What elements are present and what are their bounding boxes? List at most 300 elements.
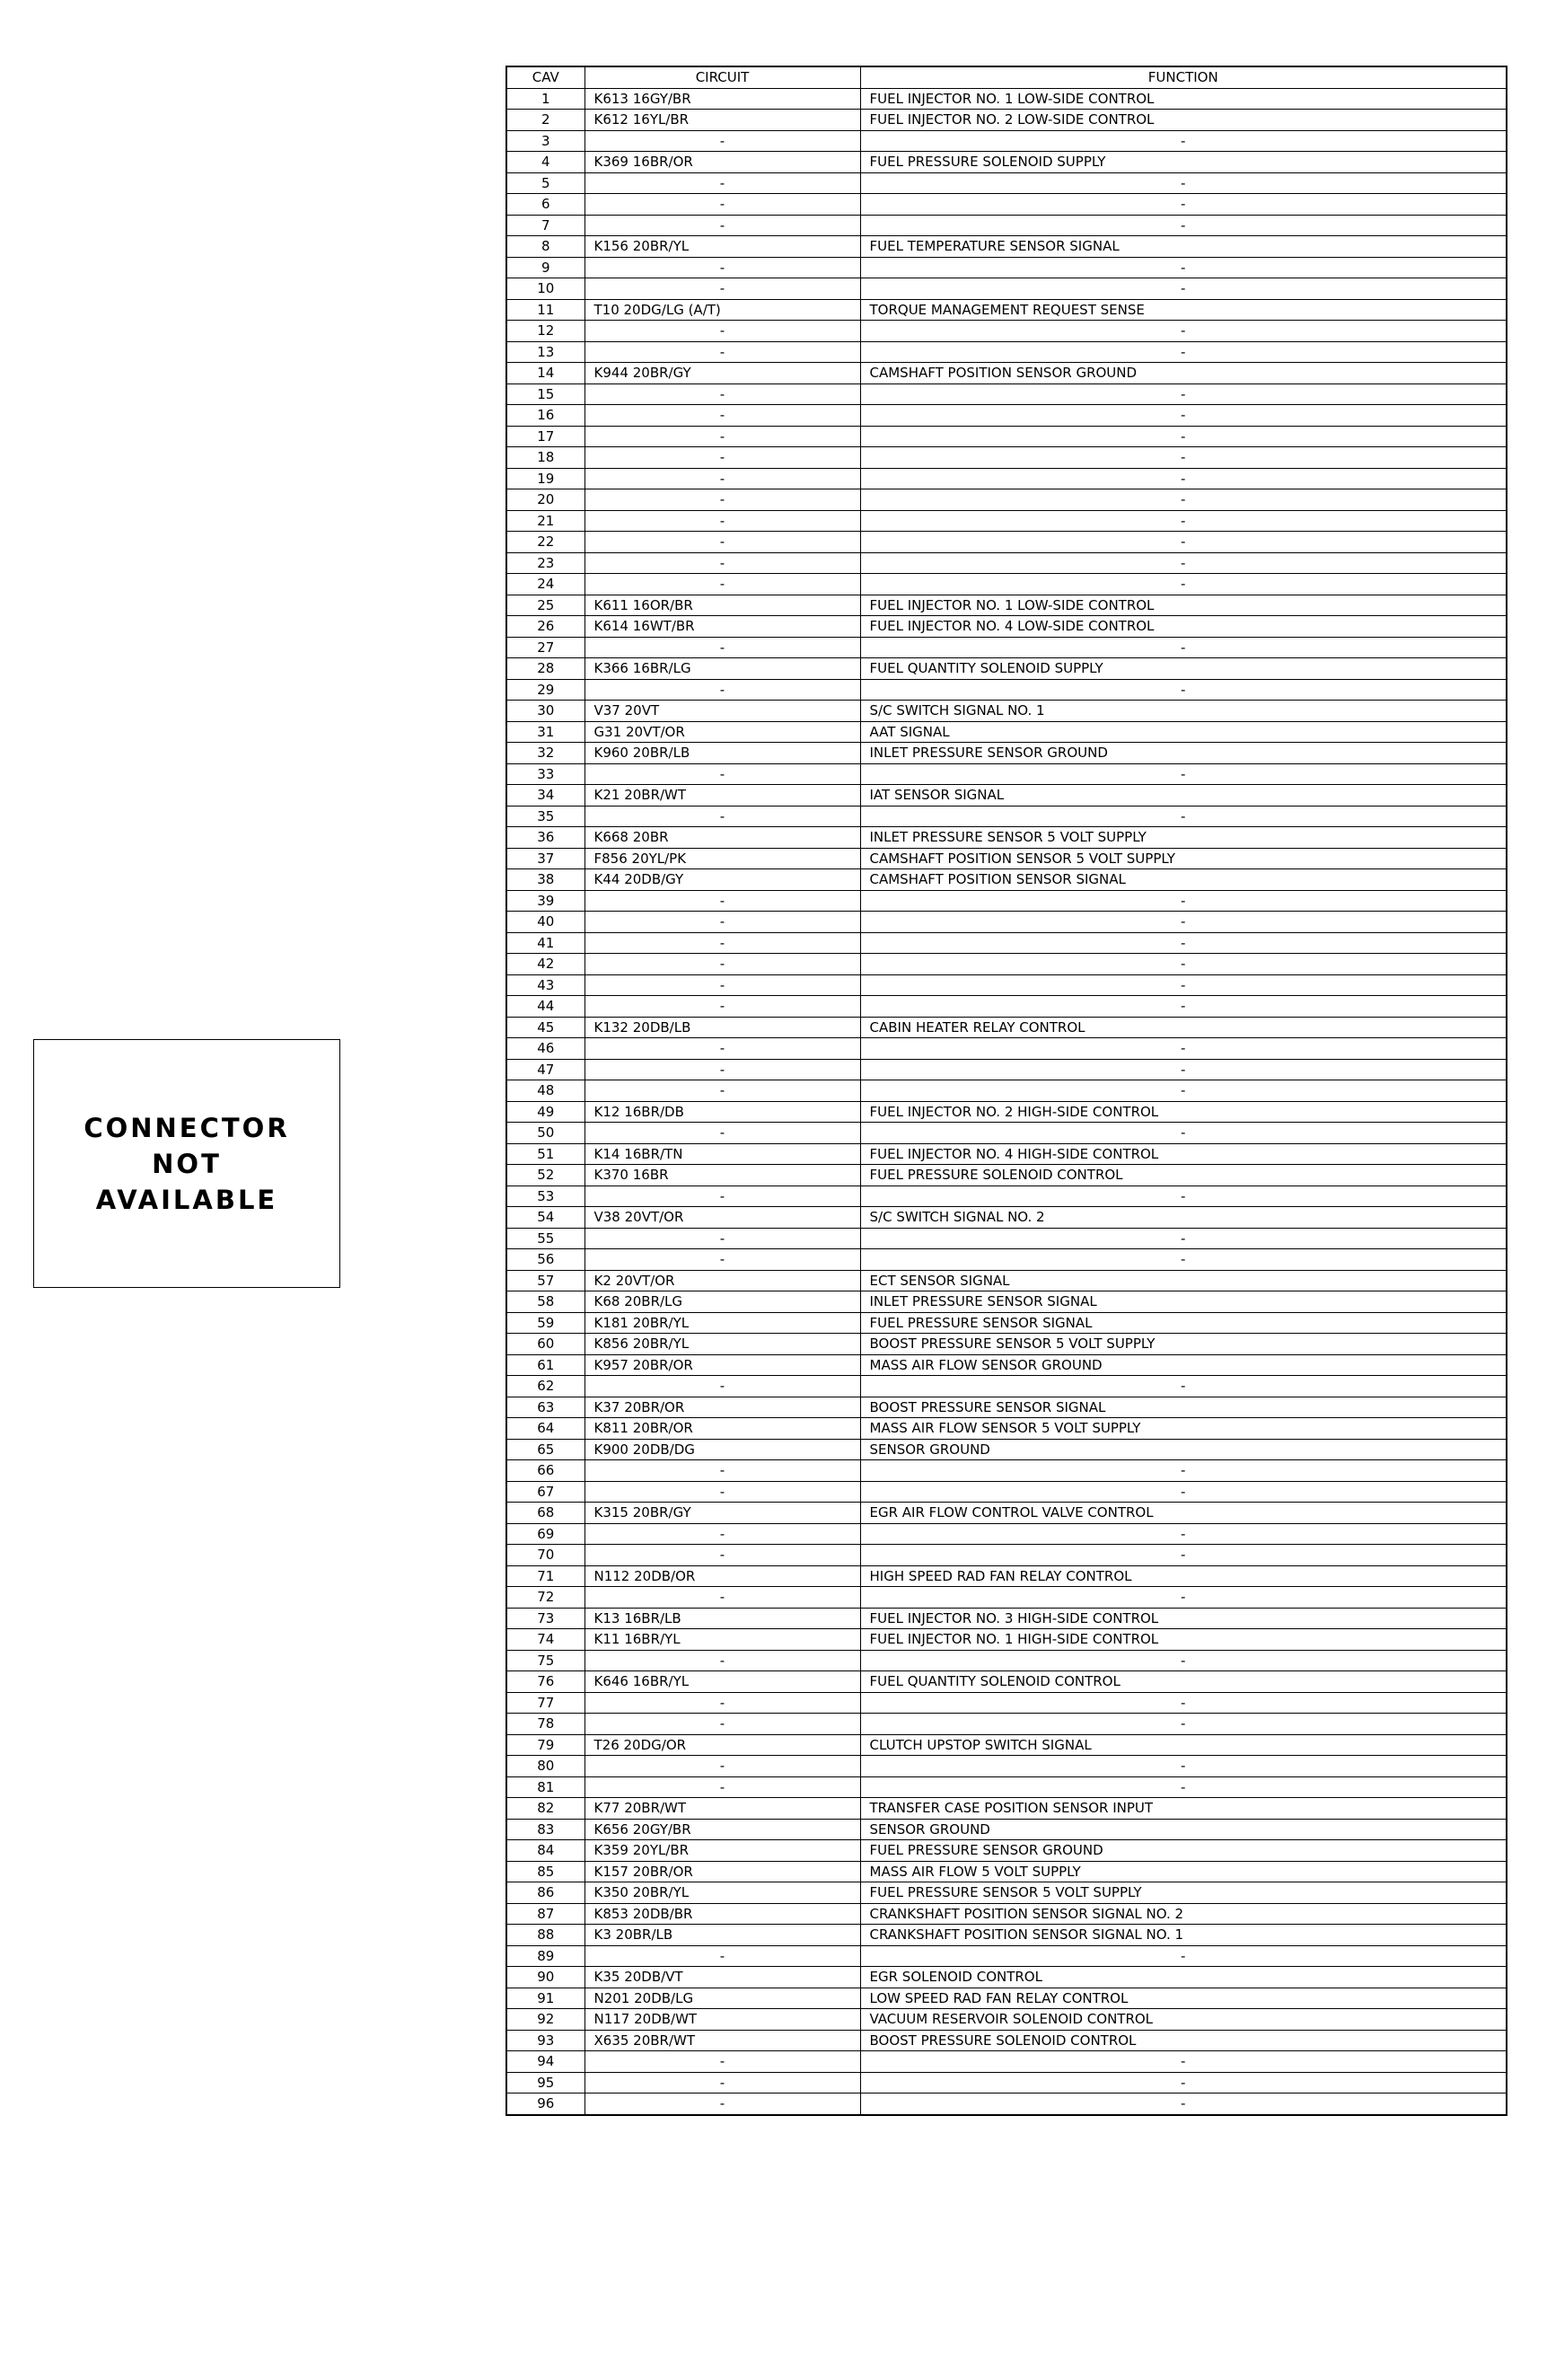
cav-cell: 65 <box>506 1439 585 1460</box>
table-row <box>506 172 1507 194</box>
circuit-cell: - <box>585 763 860 785</box>
function-cell: - <box>860 1059 1507 1080</box>
table-row <box>506 595 1507 616</box>
table-row <box>506 2030 1507 2051</box>
cav-cell: 19 <box>506 468 585 489</box>
table-row <box>506 1861 1507 1882</box>
circuit-cell: - <box>585 383 860 405</box>
function-cell: - <box>860 1038 1507 1060</box>
circuit-cell: K612 16YL/BR <box>585 110 860 131</box>
cav-cell: 84 <box>506 1840 585 1862</box>
circuit-cell: - <box>585 1650 860 1671</box>
cav-cell: 6 <box>506 194 585 216</box>
table-row <box>506 574 1507 595</box>
circuit-cell: - <box>585 405 860 427</box>
circuit-cell: - <box>585 1186 860 1207</box>
circuit-cell: K614 16WT/BR <box>585 616 860 638</box>
cav-cell: 61 <box>506 1354 585 1376</box>
cav-cell: 68 <box>506 1503 585 1524</box>
function-cell: - <box>860 468 1507 489</box>
circuit-cell: K957 20BR/OR <box>585 1354 860 1376</box>
cav-cell: 32 <box>506 743 585 764</box>
table-row <box>506 1945 1507 1967</box>
table-row <box>506 110 1507 131</box>
table-row <box>506 152 1507 173</box>
function-cell: - <box>860 1650 1507 1671</box>
function-cell: INLET PRESSURE SENSOR SIGNAL <box>860 1291 1507 1313</box>
cav-cell: 64 <box>506 1418 585 1440</box>
cav-cell: 27 <box>506 637 585 658</box>
circuit-cell: - <box>585 1523 860 1545</box>
table-row <box>506 1270 1507 1291</box>
circuit-cell: K359 20YL/BR <box>585 1840 860 1862</box>
table-row <box>506 1165 1507 1186</box>
function-cell: - <box>860 1776 1507 1798</box>
circuit-cell: K350 20BR/YL <box>585 1882 860 1904</box>
function-cell: FUEL INJECTOR NO. 1 LOW-SIDE CONTROL <box>860 595 1507 616</box>
circuit-cell: - <box>585 1481 860 1503</box>
circuit-cell: - <box>585 426 860 447</box>
function-cell: - <box>860 510 1507 532</box>
circuit-cell: K369 16BR/OR <box>585 152 860 173</box>
function-cell: FUEL PRESSURE SENSOR 5 VOLT SUPPLY <box>860 1882 1507 1904</box>
cav-cell: 15 <box>506 383 585 405</box>
function-cell: - <box>860 637 1507 658</box>
function-cell: IAT SENSOR SIGNAL <box>860 785 1507 807</box>
cav-cell: 14 <box>506 363 585 384</box>
circuit-cell: - <box>585 1714 860 1735</box>
function-cell: FUEL INJECTOR NO. 3 HIGH-SIDE CONTROL <box>860 1608 1507 1629</box>
cav-cell: 62 <box>506 1376 585 1397</box>
function-cell: CAMSHAFT POSITION SENSOR GROUND <box>860 363 1507 384</box>
table-row <box>506 552 1507 574</box>
pinout-rows <box>506 88 1507 2115</box>
circuit-cell: K156 20BR/YL <box>585 236 860 258</box>
function-cell: FUEL PRESSURE SOLENOID SUPPLY <box>860 152 1507 173</box>
function-cell: - <box>860 532 1507 553</box>
cav-cell: 82 <box>506 1798 585 1820</box>
circuit-cell: - <box>585 278 860 300</box>
cav-cell: 49 <box>506 1101 585 1123</box>
function-cell: - <box>860 1228 1507 1249</box>
table-row <box>506 1587 1507 1609</box>
function-cell: - <box>860 1692 1507 1714</box>
cav-cell: 38 <box>506 869 585 891</box>
function-cell: EGR SOLENOID CONTROL <box>860 1967 1507 1988</box>
table-row <box>506 1376 1507 1397</box>
cav-cell: 58 <box>506 1291 585 1313</box>
cav-cell: 69 <box>506 1523 585 1545</box>
table-row <box>506 299 1507 321</box>
table-row <box>506 1671 1507 1693</box>
circuit-cell: K3 20BR/LB <box>585 1925 860 1946</box>
table-row <box>506 278 1507 300</box>
table-row <box>506 1629 1507 1651</box>
cav-cell: 16 <box>506 405 585 427</box>
table-row <box>506 321 1507 342</box>
cav-cell: 52 <box>506 1165 585 1186</box>
table-row <box>506 1143 1507 1165</box>
circuit-cell: - <box>585 215 860 236</box>
circuit-cell: K853 20DB/BR <box>585 1903 860 1925</box>
circuit-cell: - <box>585 574 860 595</box>
function-cell: - <box>860 806 1507 827</box>
cav-cell: 4 <box>506 152 585 173</box>
cav-cell: 80 <box>506 1756 585 1777</box>
table-row <box>506 1334 1507 1355</box>
cav-cell: 28 <box>506 658 585 680</box>
notice-line-1: CONNECTOR <box>84 1112 290 1143</box>
table-row <box>506 1650 1507 1671</box>
table-row <box>506 1059 1507 1080</box>
table-row <box>506 447 1507 469</box>
cav-cell: 74 <box>506 1629 585 1651</box>
table-row <box>506 2072 1507 2094</box>
table-row <box>506 701 1507 722</box>
function-cell: - <box>860 1545 1507 1566</box>
circuit-cell: - <box>585 172 860 194</box>
circuit-cell: K370 16BR <box>585 1165 860 1186</box>
circuit-cell: - <box>585 1038 860 1060</box>
cav-cell: 23 <box>506 552 585 574</box>
table-row <box>506 1756 1507 1777</box>
table-row <box>506 1397 1507 1418</box>
table-row <box>506 489 1507 511</box>
function-cell: FUEL INJECTOR NO. 1 HIGH-SIDE CONTROL <box>860 1629 1507 1651</box>
function-cell: FUEL INJECTOR NO. 4 HIGH-SIDE CONTROL <box>860 1143 1507 1165</box>
cav-cell: 1 <box>506 88 585 110</box>
function-cell: FUEL PRESSURE SENSOR GROUND <box>860 1840 1507 1862</box>
circuit-cell: K611 16OR/BR <box>585 595 860 616</box>
circuit-cell: - <box>585 510 860 532</box>
function-cell: - <box>860 257 1507 278</box>
function-cell: - <box>860 1080 1507 1102</box>
table-row <box>506 2051 1507 2073</box>
table-row <box>506 1545 1507 1566</box>
function-cell: FUEL QUANTITY SOLENOID SUPPLY <box>860 658 1507 680</box>
cav-cell: 70 <box>506 1545 585 1566</box>
function-cell: - <box>860 194 1507 216</box>
table-row <box>506 616 1507 638</box>
cav-cell: 50 <box>506 1123 585 1144</box>
circuit-cell: K44 20DB/GY <box>585 869 860 891</box>
cav-cell: 33 <box>506 763 585 785</box>
circuit-cell: K656 20GY/BR <box>585 1819 860 1840</box>
circuit-cell: V38 20VT/OR <box>585 1207 860 1229</box>
table-row <box>506 2094 1507 2115</box>
circuit-cell: K13 16BR/LB <box>585 1608 860 1629</box>
table-row <box>506 1882 1507 1904</box>
cav-cell: 22 <box>506 532 585 553</box>
cav-cell: 8 <box>506 236 585 258</box>
table-row <box>506 363 1507 384</box>
function-cell: FUEL PRESSURE SOLENOID CONTROL <box>860 1165 1507 1186</box>
cav-cell: 10 <box>506 278 585 300</box>
function-cell: - <box>860 1756 1507 1777</box>
function-cell: CLUTCH UPSTOP SWITCH SIGNAL <box>860 1734 1507 1756</box>
table-row <box>506 912 1507 933</box>
table-row <box>506 1692 1507 1714</box>
circuit-cell: K12 16BR/DB <box>585 1101 860 1123</box>
cav-cell: 31 <box>506 721 585 743</box>
table-row <box>506 383 1507 405</box>
function-cell: FUEL INJECTOR NO. 4 LOW-SIDE CONTROL <box>860 616 1507 638</box>
circuit-cell: - <box>585 974 860 996</box>
function-cell: - <box>860 1249 1507 1271</box>
table-row <box>506 954 1507 975</box>
function-cell: - <box>860 1123 1507 1144</box>
function-cell: - <box>860 215 1507 236</box>
table-row <box>506 1017 1507 1038</box>
function-cell: - <box>860 1587 1507 1609</box>
function-cell: ECT SENSOR SIGNAL <box>860 1270 1507 1291</box>
cav-cell: 96 <box>506 2094 585 2115</box>
function-cell: TRANSFER CASE POSITION SENSOR INPUT <box>860 1798 1507 1820</box>
circuit-cell: K2 20VT/OR <box>585 1270 860 1291</box>
circuit-cell: - <box>585 1460 860 1482</box>
function-cell: BOOST PRESSURE SENSOR 5 VOLT SUPPLY <box>860 1334 1507 1355</box>
cav-cell: 94 <box>506 2051 585 2073</box>
circuit-cell: - <box>585 341 860 363</box>
table-row <box>506 532 1507 553</box>
cav-column-header: CAV <box>506 66 585 88</box>
table-row <box>506 848 1507 869</box>
table-row <box>506 1714 1507 1735</box>
cav-cell: 67 <box>506 1481 585 1503</box>
circuit-cell: K856 20BR/YL <box>585 1334 860 1355</box>
table-row <box>506 1734 1507 1756</box>
cav-cell: 56 <box>506 1249 585 1271</box>
cav-cell: 43 <box>506 974 585 996</box>
notice-line-2: NOT <box>152 1148 222 1179</box>
circuit-cell: K613 16GY/BR <box>585 88 860 110</box>
circuit-cell: - <box>585 1945 860 1967</box>
function-cell: - <box>860 996 1507 1018</box>
function-cell: - <box>860 447 1507 469</box>
circuit-cell: - <box>585 1123 860 1144</box>
cav-cell: 39 <box>506 890 585 912</box>
table-row <box>506 2009 1507 2031</box>
function-column-header: FUNCTION <box>860 66 1507 88</box>
table-row <box>506 658 1507 680</box>
table-row <box>506 1988 1507 2009</box>
circuit-cell: - <box>585 532 860 553</box>
cav-cell: 42 <box>506 954 585 975</box>
circuit-cell: - <box>585 890 860 912</box>
function-cell: S/C SWITCH SIGNAL NO. 2 <box>860 1207 1507 1229</box>
cav-cell: 3 <box>506 130 585 152</box>
circuit-cell: - <box>585 932 860 954</box>
circuit-cell: - <box>585 1376 860 1397</box>
circuit-column-header: CIRCUIT <box>585 66 860 88</box>
cav-cell: 76 <box>506 1671 585 1693</box>
cav-cell: 93 <box>506 2030 585 2051</box>
cav-cell: 26 <box>506 616 585 638</box>
table-row <box>506 869 1507 891</box>
table-row <box>506 1228 1507 1249</box>
circuit-cell: T10 20DG/LG (A/T) <box>585 299 860 321</box>
function-cell: CRANKSHAFT POSITION SENSOR SIGNAL NO. 1 <box>860 1925 1507 1946</box>
function-cell: - <box>860 574 1507 595</box>
cav-cell: 63 <box>506 1397 585 1418</box>
circuit-cell: K960 20BR/LB <box>585 743 860 764</box>
function-cell: - <box>860 1186 1507 1207</box>
cav-cell: 92 <box>506 2009 585 2031</box>
cav-cell: 34 <box>506 785 585 807</box>
table-row <box>506 806 1507 827</box>
circuit-cell: T26 20DG/OR <box>585 1734 860 1756</box>
circuit-cell: V37 20VT <box>585 701 860 722</box>
circuit-cell: - <box>585 1587 860 1609</box>
circuit-cell: X635 20BR/WT <box>585 2030 860 2051</box>
function-cell: - <box>860 172 1507 194</box>
cav-cell: 73 <box>506 1608 585 1629</box>
cav-cell: 88 <box>506 1925 585 1946</box>
cav-cell: 40 <box>506 912 585 933</box>
cav-cell: 24 <box>506 574 585 595</box>
cav-cell: 30 <box>506 701 585 722</box>
table-row <box>506 1840 1507 1862</box>
cav-cell: 37 <box>506 848 585 869</box>
cav-cell: 47 <box>506 1059 585 1080</box>
function-cell: FUEL INJECTOR NO. 1 LOW-SIDE CONTROL <box>860 88 1507 110</box>
table-row <box>506 1608 1507 1629</box>
circuit-cell: K900 20DB/DG <box>585 1439 860 1460</box>
function-cell: LOW SPEED RAD FAN RELAY CONTROL <box>860 1988 1507 2009</box>
function-cell: EGR AIR FLOW CONTROL VALVE CONTROL <box>860 1503 1507 1524</box>
table-row <box>506 996 1507 1018</box>
function-cell: - <box>860 1945 1507 1967</box>
circuit-cell: K944 20BR/GY <box>585 363 860 384</box>
cav-cell: 66 <box>506 1460 585 1482</box>
table-row <box>506 1439 1507 1460</box>
function-cell: CAMSHAFT POSITION SENSOR 5 VOLT SUPPLY <box>860 848 1507 869</box>
circuit-cell: - <box>585 130 860 152</box>
function-cell: MASS AIR FLOW 5 VOLT SUPPLY <box>860 1861 1507 1882</box>
circuit-cell: - <box>585 489 860 511</box>
function-cell: - <box>860 383 1507 405</box>
circuit-cell: - <box>585 468 860 489</box>
circuit-cell: - <box>585 1692 860 1714</box>
function-cell: FUEL TEMPERATURE SENSOR SIGNAL <box>860 236 1507 258</box>
table-row <box>506 510 1507 532</box>
circuit-cell: - <box>585 637 860 658</box>
table-row <box>506 130 1507 152</box>
circuit-cell: K668 20BR <box>585 827 860 849</box>
circuit-cell: K132 20DB/LB <box>585 1017 860 1038</box>
table-row <box>506 1101 1507 1123</box>
cav-cell: 20 <box>506 489 585 511</box>
cav-cell: 46 <box>506 1038 585 1060</box>
table-row <box>506 1038 1507 1060</box>
function-cell: VACUUM RESERVOIR SOLENOID CONTROL <box>860 2009 1507 2031</box>
function-cell: BOOST PRESSURE SENSOR SIGNAL <box>860 1397 1507 1418</box>
circuit-cell: - <box>585 912 860 933</box>
cav-cell: 81 <box>506 1776 585 1798</box>
cav-cell: 9 <box>506 257 585 278</box>
table-row <box>506 1207 1507 1229</box>
circuit-cell: K11 16BR/YL <box>585 1629 860 1651</box>
cav-cell: 60 <box>506 1334 585 1355</box>
cav-cell: 54 <box>506 1207 585 1229</box>
function-cell: CAMSHAFT POSITION SENSOR SIGNAL <box>860 869 1507 891</box>
table-row <box>506 1503 1507 1524</box>
table-row <box>506 468 1507 489</box>
header-row <box>506 66 1507 88</box>
function-cell: FUEL QUANTITY SOLENOID CONTROL <box>860 1671 1507 1693</box>
table-row <box>506 1819 1507 1840</box>
cav-cell: 2 <box>506 110 585 131</box>
circuit-cell: F856 20YL/PK <box>585 848 860 869</box>
cav-cell: 12 <box>506 321 585 342</box>
function-cell: - <box>860 321 1507 342</box>
circuit-cell: - <box>585 1776 860 1798</box>
function-cell: - <box>860 426 1507 447</box>
circuit-cell: - <box>585 954 860 975</box>
cav-cell: 83 <box>506 1819 585 1840</box>
table-row <box>506 1967 1507 1988</box>
table-row <box>506 194 1507 216</box>
table-row <box>506 215 1507 236</box>
circuit-cell: - <box>585 806 860 827</box>
function-cell: - <box>860 130 1507 152</box>
cav-cell: 51 <box>506 1143 585 1165</box>
function-cell: S/C SWITCH SIGNAL NO. 1 <box>860 701 1507 722</box>
circuit-cell: - <box>585 1228 860 1249</box>
function-cell: - <box>860 679 1507 701</box>
circuit-cell: - <box>585 1545 860 1566</box>
circuit-cell: - <box>585 2094 860 2115</box>
circuit-cell: N117 20DB/WT <box>585 2009 860 2031</box>
function-cell: BOOST PRESSURE SOLENOID CONTROL <box>860 2030 1507 2051</box>
circuit-cell: - <box>585 257 860 278</box>
function-cell: TORQUE MANAGEMENT REQUEST SENSE <box>860 299 1507 321</box>
circuit-cell: K37 20BR/OR <box>585 1397 860 1418</box>
cav-cell: 89 <box>506 1945 585 1967</box>
circuit-cell: - <box>585 2051 860 2073</box>
function-cell: - <box>860 1460 1507 1482</box>
table-row <box>506 763 1507 785</box>
function-cell: INLET PRESSURE SENSOR 5 VOLT SUPPLY <box>860 827 1507 849</box>
cav-cell: 21 <box>506 510 585 532</box>
function-cell: INLET PRESSURE SENSOR GROUND <box>860 743 1507 764</box>
circuit-cell: - <box>585 1249 860 1271</box>
cav-cell: 35 <box>506 806 585 827</box>
table-row <box>506 974 1507 996</box>
cav-cell: 29 <box>506 679 585 701</box>
circuit-cell: N112 20DB/OR <box>585 1565 860 1587</box>
table-row <box>506 1249 1507 1271</box>
table-row <box>506 426 1507 447</box>
function-cell: - <box>860 552 1507 574</box>
function-cell: - <box>860 912 1507 933</box>
function-cell: AAT SIGNAL <box>860 721 1507 743</box>
function-cell: FUEL INJECTOR NO. 2 HIGH-SIDE CONTROL <box>860 1101 1507 1123</box>
cav-cell: 77 <box>506 1692 585 1714</box>
table-row <box>506 1291 1507 1313</box>
circuit-cell: - <box>585 1059 860 1080</box>
table-row <box>506 1523 1507 1545</box>
table-row <box>506 785 1507 807</box>
connector-not-available-notice <box>33 1039 340 1288</box>
circuit-cell: K68 20BR/LG <box>585 1291 860 1313</box>
cav-cell: 17 <box>506 426 585 447</box>
cav-cell: 78 <box>506 1714 585 1735</box>
table-row <box>506 405 1507 427</box>
cav-cell: 53 <box>506 1186 585 1207</box>
table-row <box>506 827 1507 849</box>
circuit-cell: K21 20BR/WT <box>585 785 860 807</box>
